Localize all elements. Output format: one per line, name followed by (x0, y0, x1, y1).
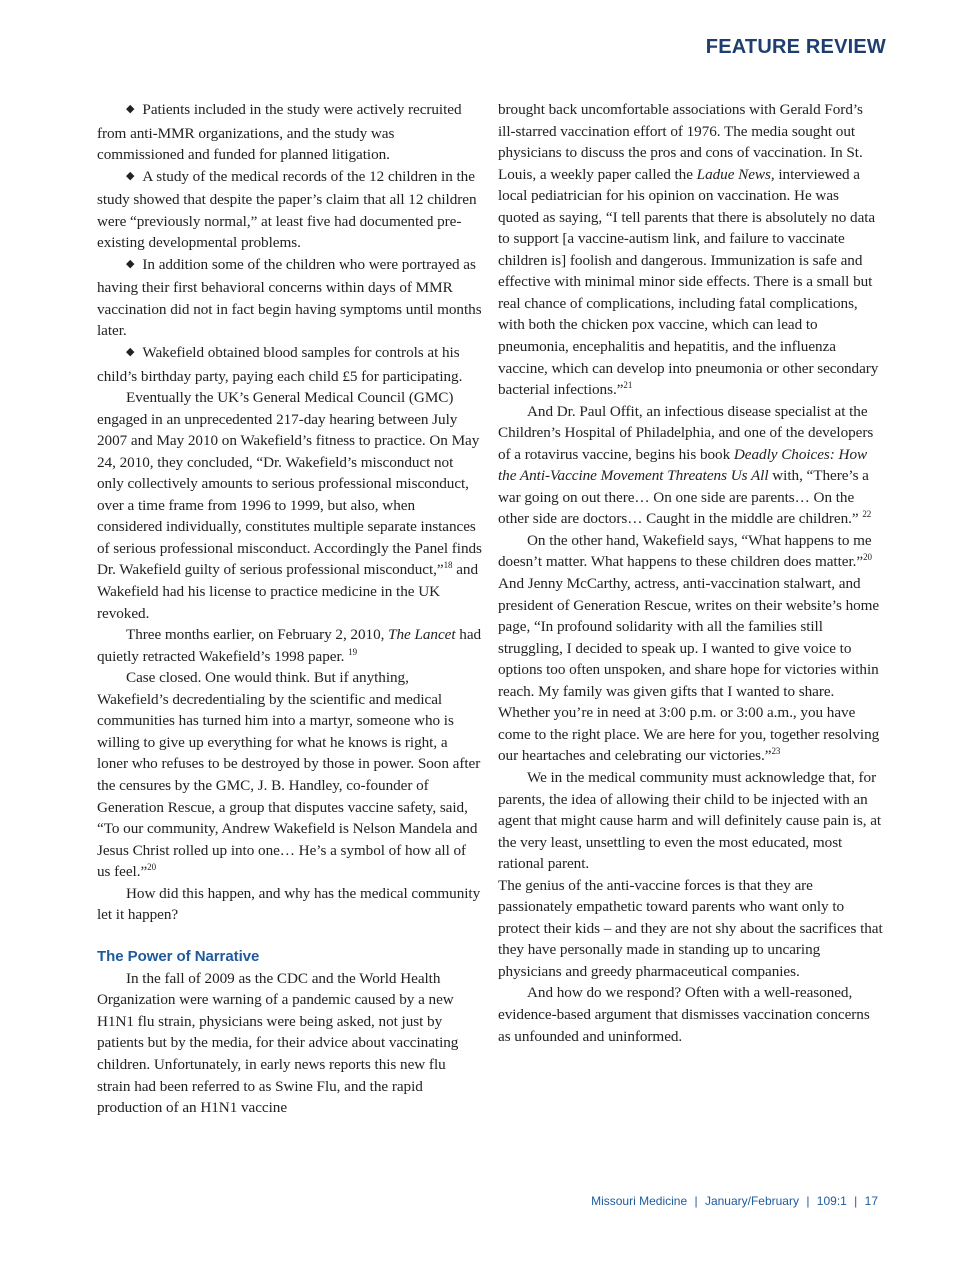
reference-number: 20 (147, 862, 157, 873)
diamond-bullet-icon: ◆ (126, 257, 135, 270)
reference-number: 21 (623, 380, 633, 391)
reference-number: 20 (863, 552, 872, 563)
book-title: Deadly Choices: How the Anti-Vaccine Movement Threatens Us All (498, 445, 868, 485)
paragraph: We in the medical community must acknowledge that, for parents, the idea of allowing their child to be injected with an agent that might cause harm and will definitely cause pain is, at the very least, unsettling to even the most educated, most rational parent. (498, 768, 882, 873)
issue-date: January/February (704, 1194, 799, 1208)
paragraph: Eventually the UK’s General Medical Council (GMC) engaged in an unprecedented 217-day hearing between July 2007 and May 2010 on Wakefield’s fitness to practice. On May 24, 2010, they concluded, “Dr. Wakefield’s misconduct not only collectively amounts to serious professional misconduct, over a time frame from 1996 to 1999, but also, when considered individually, constitutes multiple separate instances of serious professional misconduct. Accordingly the Panel finds Dr. Wakefield guilty of serious professional misconduct,”$^{18}$ and Wakefield had his license to practice medicine in the UK revoked. (97, 389, 482, 622)
footer-separator: | (854, 1194, 858, 1208)
reference-number: 18 (443, 560, 453, 571)
paragraph: Case closed. One would think. But if anything, Wakefield’s decredentialing by the scientific and medical communities has turned him into a martyr, someone who is willing to give up everything for what he knows is right, a loner who refuses to be destroyed by those in power. Soon after the censures by the GMC, J. B. Handley, co-founder of Generation Rescue, a group that disputes vaccine safety, said, “To our community, Andrew Wakefield is Nelson Mandela and Jesus Christ rolled up into one… He’s a symbol of how all of us feel.”$^{20}$ (97, 669, 481, 881)
paragraph: Three months earlier, on February 2, 2010, The Lancet had quietly retracted Wakefield’s 1998 paper. $^{19}$ (97, 626, 482, 665)
page-number: 17 (864, 1194, 878, 1208)
reference-number: 23 (771, 746, 781, 757)
bullet-item: ◆ A study of the medical records of the 12 children in the study showed that despite the paper’s claim that all 12 children were “previously normal,” at least five had documented pre-existing developmental problems. (97, 167, 477, 252)
page-footer (591, 1194, 878, 1208)
paragraph: How did this happen, and why has the medical community let it happen? (97, 884, 481, 924)
diamond-bullet-icon: ◆ (126, 346, 135, 359)
left-column (97, 99, 482, 1119)
journal-name: Missouri Medicine (591, 1194, 688, 1208)
paragraph: And Dr. Paul Offit, an infectious disease specialist at the Children’s Hospital of Philadelphia, and one of the developers of a rotavirus vaccine, begins his book Deadly Choices: How the Anti-Vaccine Movement Threatens Us All with, “There’s a war going on out there… On one side are parents… On the other side are doctors… Caught in the middle are children.” $^{22}$ (498, 402, 874, 528)
footer-separator: | (694, 1194, 698, 1208)
volume-number: 109:1 (816, 1194, 847, 1208)
bullet-item: ◆ In addition some of the children who were portrayed as having their first behavioral concerns within days of MMR vaccination did not in fact begin having symptoms until months later. (97, 255, 482, 340)
reference-number: 19 (348, 646, 358, 657)
diamond-bullet-icon: ◆ (126, 169, 135, 182)
paragraph: On the other hand, Wakefield says, “What happens to me doesn’t matter. What happens to these children does matter.”$^{20}$ And Jenny McCarthy, actress, anti-vaccination stalwart, and president of Generation Rescue, writes on their website’s home page, “In profound solidarity with all the families still struggling, I decided to speak up. I wanted to give voice to options too often unspoken, and share hope for victories within reach. My family was given gifts that I wanted to share. Whether you’re in need at 3:00 p.m. or 3:00 a.m., you have come to the right place. We are here for you, together resolving our heartaches and celebrating our victories.”$^{23}$ (498, 531, 880, 765)
bullet-item: ◆ Patients included in the study were actively recruited from anti-MMR organizations, and the study was commissioned and funded for planned litigation. (97, 101, 462, 164)
right-column (498, 99, 883, 1047)
paragraph: And how do we respond? Often with a well-reasoned, evidence-based argument that dismisses vaccination concerns as unfounded and uninformed. (498, 984, 870, 1045)
journal-title: The Lancet (388, 626, 456, 644)
paragraph: In the fall of 2009 as the CDC and the World Health Organization were warning of a pandemic caused by a new H1N1 flu strain, physicians were being asked, not just by patients but by the media, for their advice about vaccinating children. Unfortunately, in early news reports this new flu strain had been referred to as Swine Flu, and the rapid production of an H1N1 vaccine (97, 969, 459, 1117)
section-header: FEATURE REVIEW (705, 36, 886, 58)
paragraph: The genius of the anti-vaccine forces is that they are passionately empathetic toward parents who want only to protect their kids – and they are not shy about the sacrifices that they have personally made in standing up to uncaring physicians and greedy pharmaceutical companies. (498, 876, 883, 980)
footer-separator: | (806, 1194, 810, 1208)
bullet-item: ◆ Wakefield obtained blood samples for controls at his child’s birthday party, paying each child £5 for participating. (97, 344, 463, 385)
reference-number: 22 (862, 509, 872, 520)
paragraph: brought back uncomfortable associations with Gerald Ford’s ill-starred vaccination effort of 1976. The media sought out physicians to discuss the pros and cons of vaccination. In St. Louis, a weekly paper called the Ladue News, interviewed a local pediatrician for his opinion on vaccination. He was quoted as saying, “I tell parents that there is absolutely no data to support [a vaccine-autism link, and failure to vaccinate children is] foolish and dangerous. Immunization is safe and effective with minimal minor side effects. There is a small but real chance of complications, including fatal complications, with both the chicken pox vaccine, which can lead to pneumonia, encephalitis and hepatitis, and the influenza vaccine, which can develop into pneumonia or other secondary bacterial infections.”$^{21}$ (498, 101, 879, 399)
section-subheading: The Power of Narrative (97, 947, 260, 965)
newspaper-title: Ladue News, (696, 165, 775, 183)
diamond-bullet-icon: ◆ (126, 103, 135, 115)
